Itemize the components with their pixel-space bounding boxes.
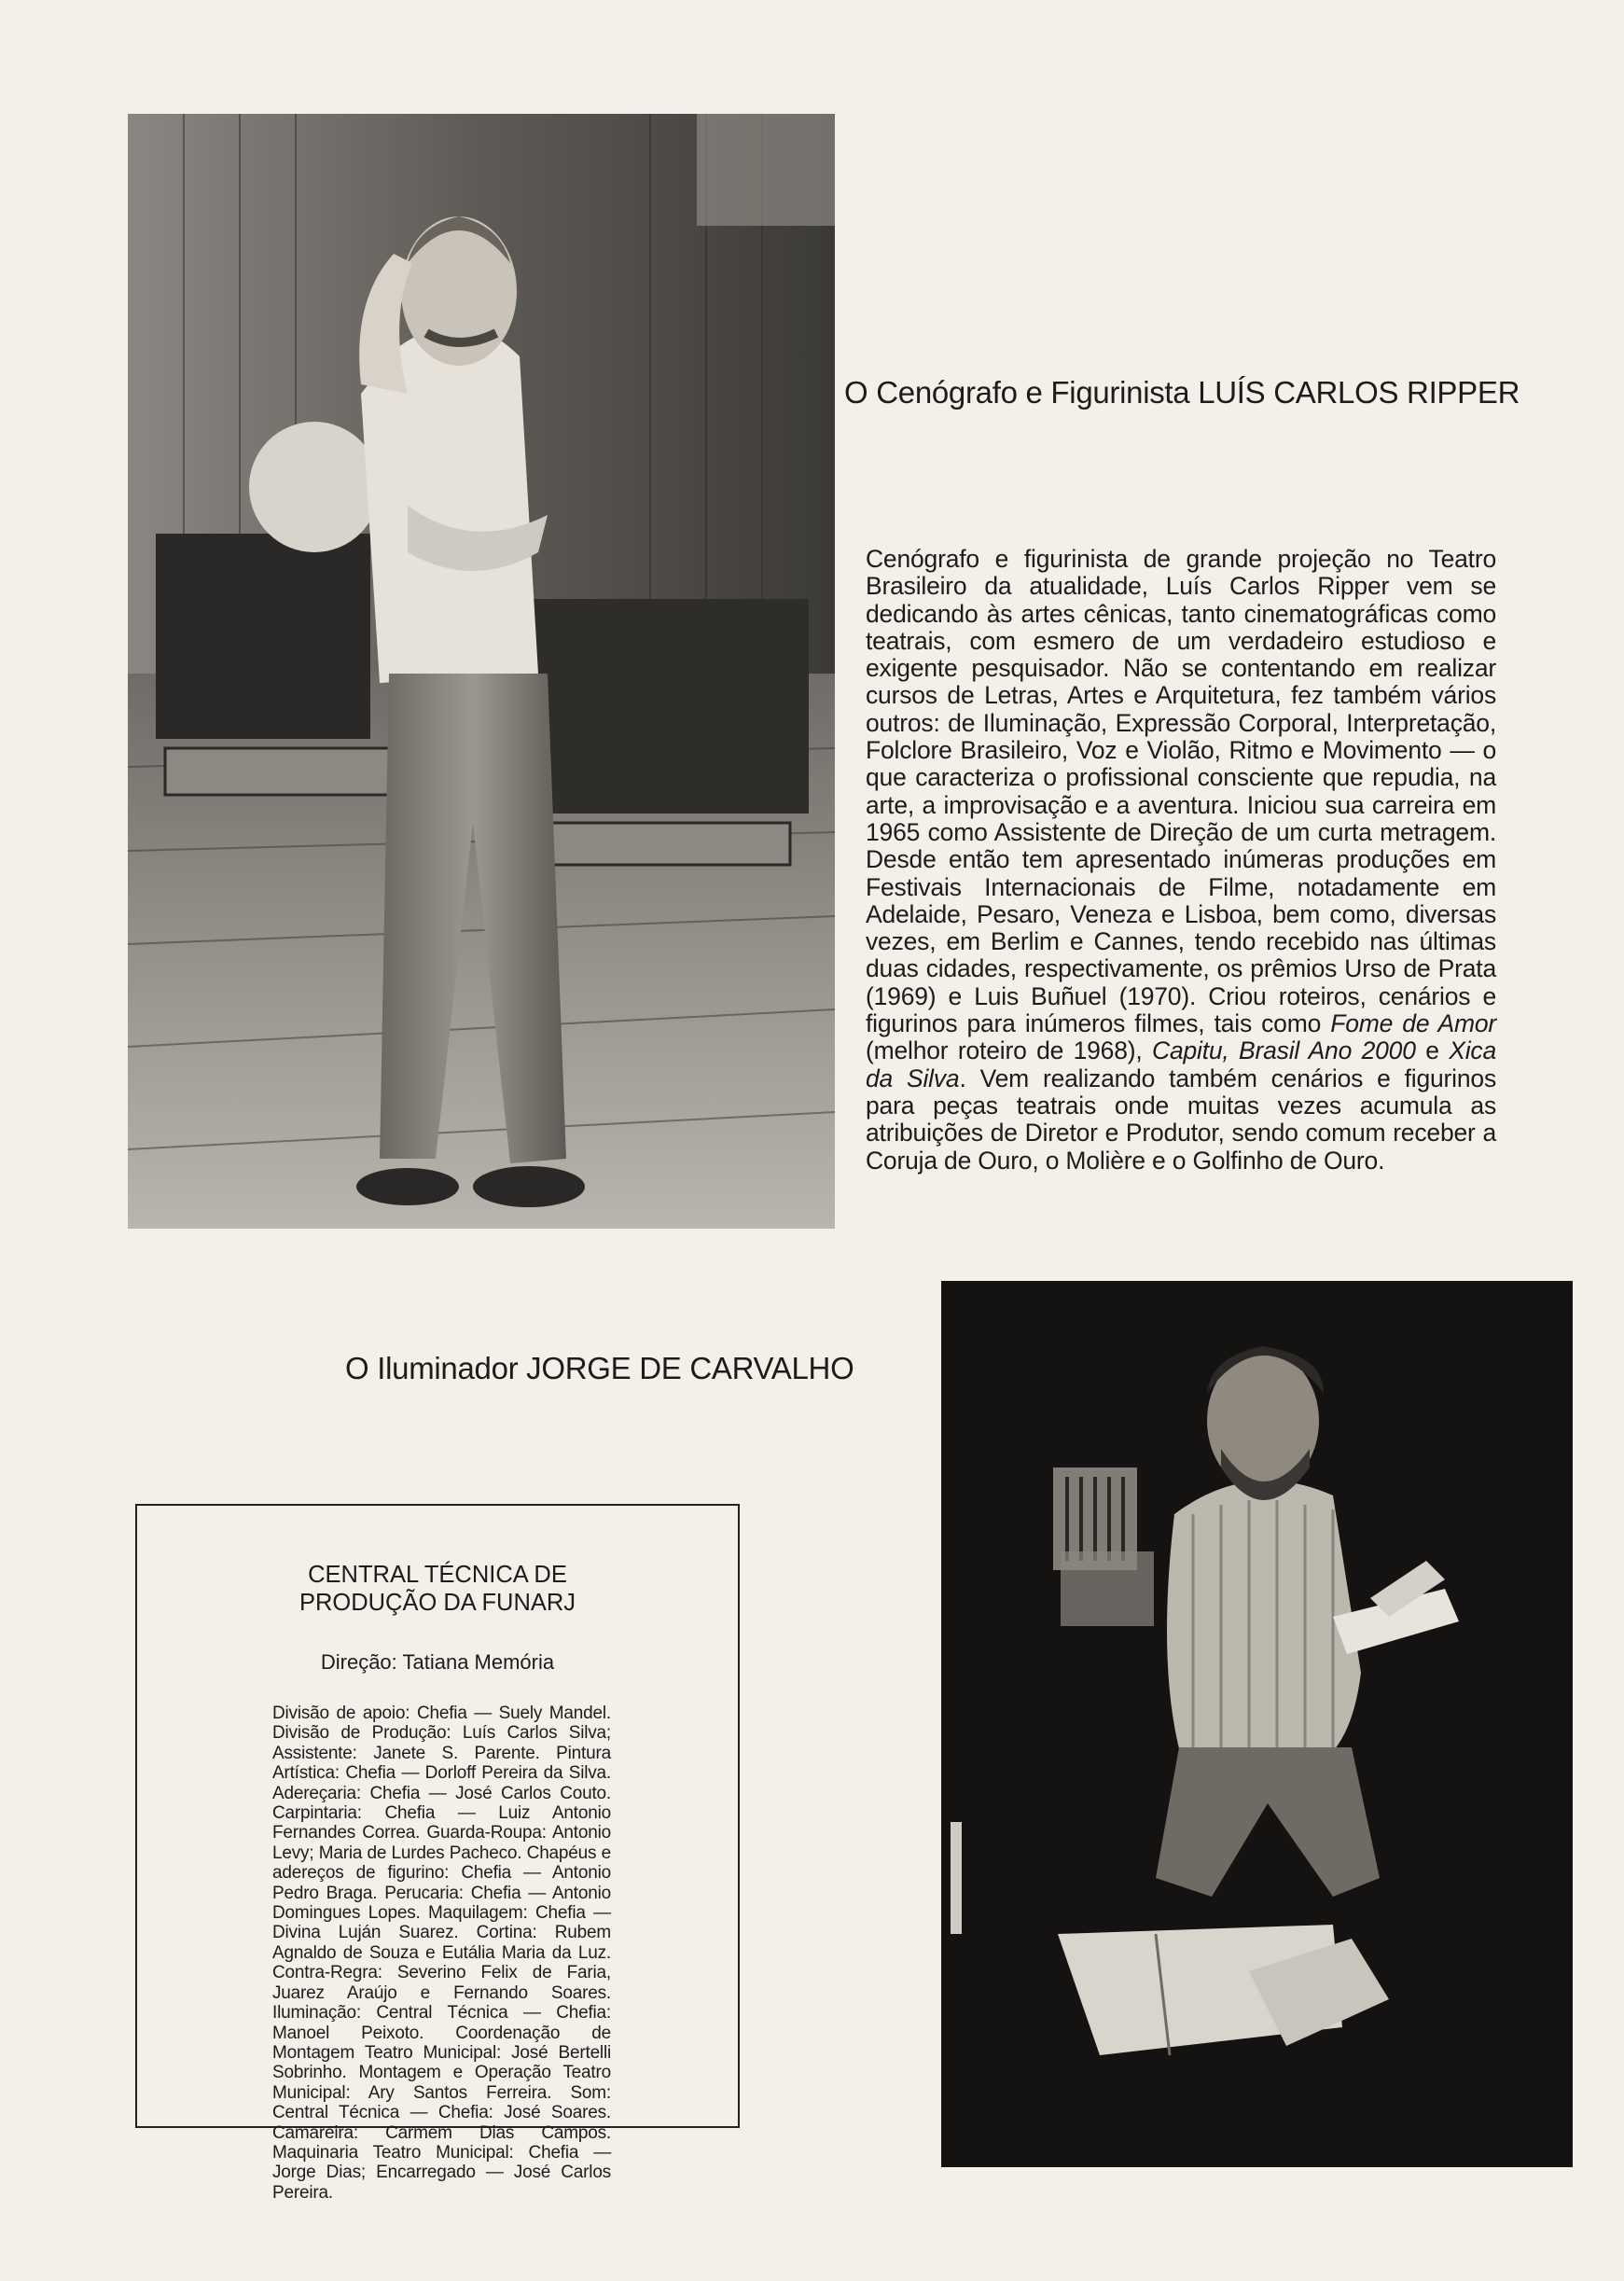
carvalho-heading: O Iluminador JORGE DE CARVALHO: [345, 1351, 854, 1385]
credits-body: Divisão de apoio: Chefia — Suely Mandel. Divisão de Produção: Luís Carlos Silva; Assistente: Janete S. Parente. Pintura Artística: Chefia — Dorloff Pereira da Silva. Adereçaria: Chefia — José Carlos Couto. Carpintaria: Chefia — Luiz Antonio Fernandes Correa. Guarda-Roupa: Antonio Levy; Maria de Lurdes Pacheco. Chapéus e adereços de figurino: Chefia — Antonio Pedro Braga. Perucaria: Chefia — Antonio Domingues Lopes. Maquilagem: Chefia — Divina Luján Suarez. Cortina: Rubem Agnaldo de Souza e Eutália Maria da Luz. Contra-Regra: Severino Felix de Faria, Juarez Araújo e Fernando Soares. Iluminação: Central Técnica — Chefia: Manoel Peixoto. Coordenação de Montagem Teatro Municipal: José Bertelli Sobrinho. Montagem e Operação Teatro Municipal: Ary Santos Ferreira. Som: Central Técnica — Chefia: José Soares. Camareira: Carmem Dias Campos. Maquinaria Teatro Municipal: Chefia — Jorge Dias; Encarregado — José Carlos Pereira.: [272, 1704, 611, 2203]
ripper-bio-text-3: e: [1415, 1036, 1450, 1065]
credits-title-line1: CENTRAL TÉCNICA DE: [308, 1562, 567, 1588]
carvalho-photo-image: [941, 1281, 1573, 2167]
ripper-photo-image: [128, 114, 835, 1229]
ripper-bio-text-1: Cenógrafo e figurinista de grande projeção no Teatro Brasileiro da atualidade, Luís Carlos Ripper vem se dedicando às artes cênicas, tanto cinematográficas como teatrais, com esmero de um verdadeiro estudioso e exigente pesquisador. Não se contentando em realizar cursos de Letras, Artes e Arquitetura, fez também vários outros: de Iluminação, Expressão Corporal, Interpretação, Folclore Brasileiro, Voz e Violão, Ritmo e Movimento — o que caracteriza o profissional consciente que repudia, na arte, a improvisação e a aventura. Iniciou sua carreira em 1965 como Assistente de Direção de um curta metragem. Desde então tem apresentado inúmeras produções em Festivais Internacionais de Filme, notadamente em Adelaide, Pesaro, Veneza e Lisboa, bem como, diversas vezes, em Berlim e Cannes, tendo recebido nas últimas duas cidades, respectivamente, os prêmios Urso de Prata (1969) e Luis Buñuel (1970). Criou roteiros, cenários e figurinos para inúmeros filmes, tais como: [866, 545, 1496, 1038]
ripper-bio-text-4: . Vem realizando também cenários e figurinos para peças teatrais onde muitas vezes acumula as atribuições de Diretor e Produtor, sendo comum receber a Coruja de Ouro, o Molière e o Golfinho de Ouro.: [866, 1064, 1496, 1175]
ripper-bio: [866, 546, 1496, 1175]
credits-box: [135, 1504, 740, 2203]
credits-direction: Direção: Tatiana Memória: [320, 1650, 555, 1674]
film-title-xica-da-silva: Xica da Silva: [866, 1036, 1496, 1092]
ripper-photo: [128, 114, 835, 1229]
ripper-heading: O Cenógrafo e Figurinista LUÍS CARLOS RIPPER: [844, 375, 1520, 410]
carvalho-photo: [941, 1281, 1573, 2167]
ripper-bio-text-2: (melhor roteiro de 1968),: [866, 1036, 1153, 1065]
film-title-capitu: Capitu, Brasil Ano 2000: [1152, 1036, 1416, 1065]
credits-title-line2: PRODUÇÃO DA FUNARJ: [298, 1590, 576, 1616]
credits-title: [137, 1561, 738, 1617]
film-title-fome-de-amor: Fome de Amor: [1330, 1009, 1496, 1038]
